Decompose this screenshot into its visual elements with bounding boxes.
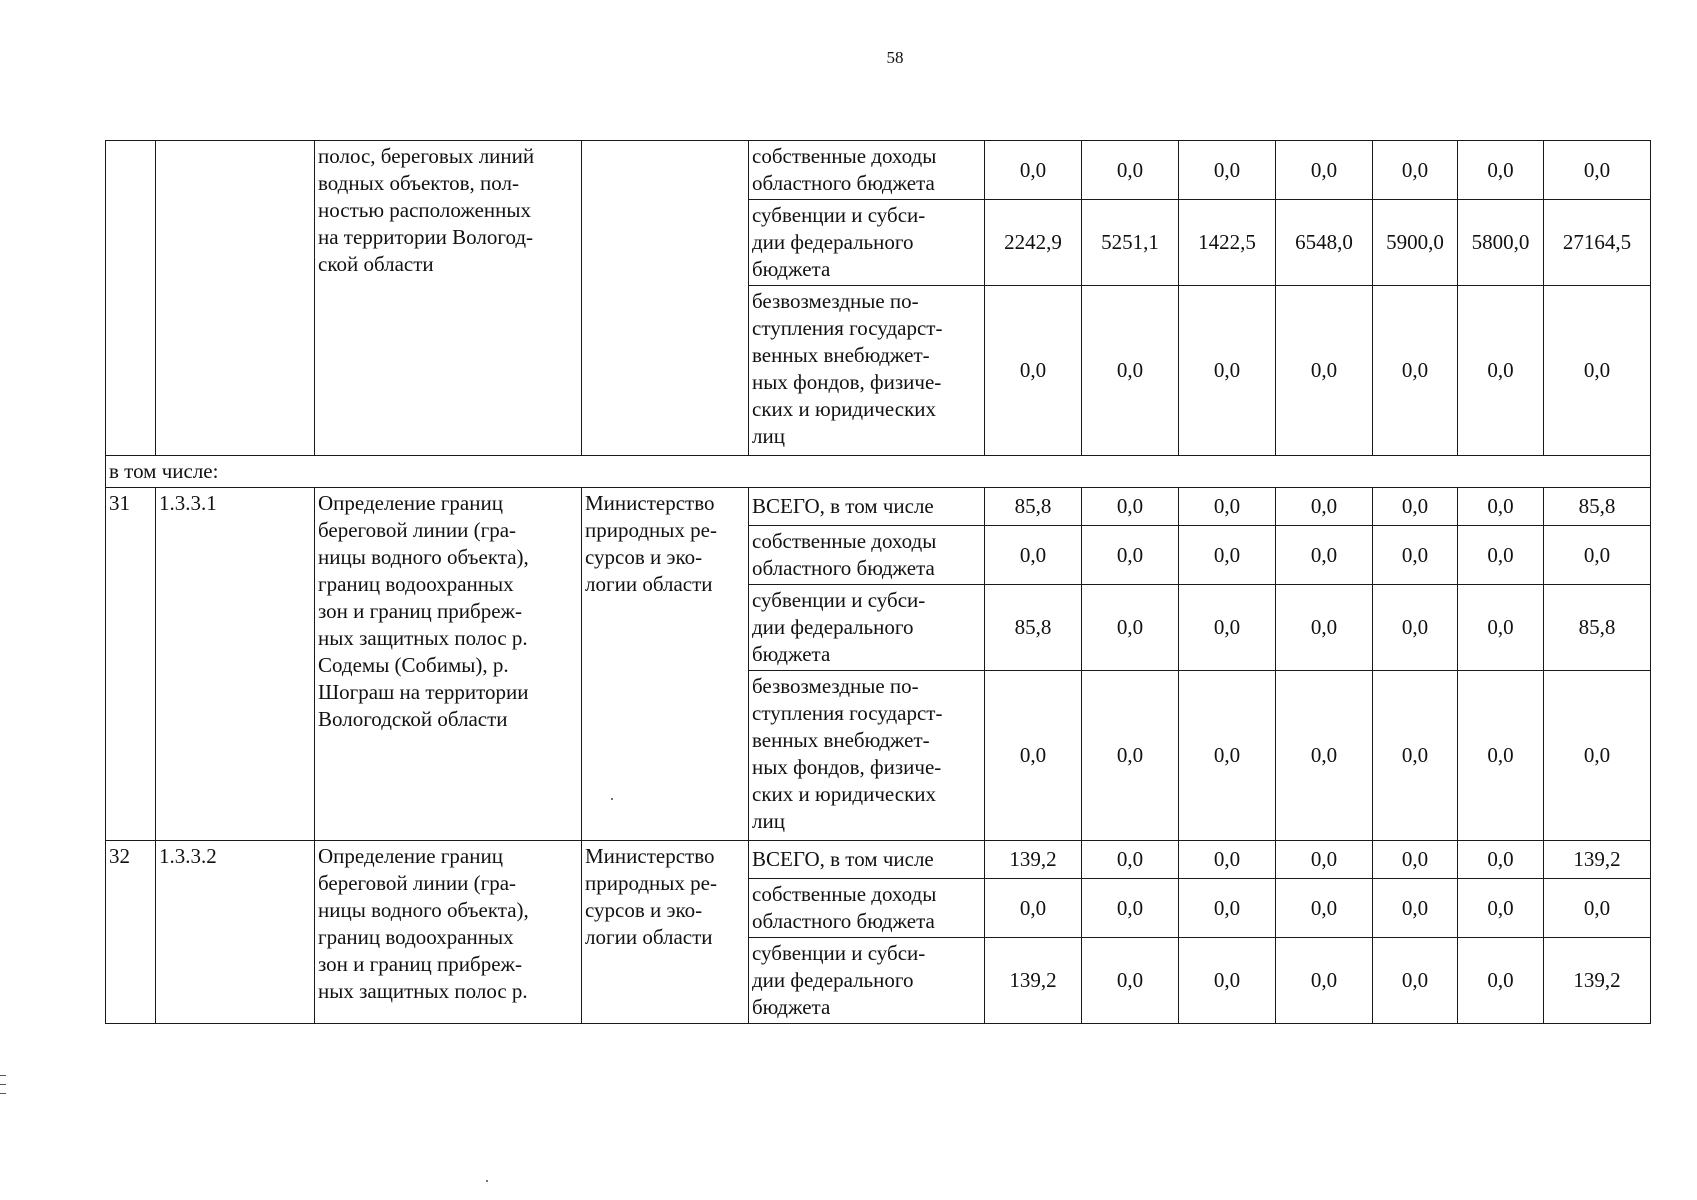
value-year-4: 0,0	[1276, 286, 1373, 456]
value-year-5: 0,0	[1373, 671, 1458, 841]
value-year-3: 0,0	[1179, 286, 1276, 456]
code-cell	[156, 141, 315, 456]
value-year-1: 0,0	[985, 141, 1082, 200]
value-year-5: 0,0	[1373, 286, 1458, 456]
funding-source-cell-line: бюджета	[752, 642, 831, 666]
funding-source-cell	[749, 141, 985, 200]
value-year-1: 2242,9	[985, 200, 1082, 286]
table-row	[106, 841, 1651, 879]
value-total: 139,2	[1544, 841, 1651, 879]
value-year-2: 0,0	[1082, 585, 1179, 671]
responsible-cell-line: логии области	[585, 925, 713, 949]
value-year-3: 0,0	[1179, 585, 1276, 671]
value-year-3: 0,0	[1179, 879, 1276, 938]
measure-name-cell-line: Шограш на территории	[318, 680, 529, 704]
value-year-6: 0,0	[1458, 879, 1544, 938]
funding-source-cell-line: венных внебюджет-	[752, 343, 930, 367]
value-year-6: 0,0	[1458, 141, 1544, 200]
value-year-1: 139,2	[985, 841, 1082, 879]
funding-source-cell	[749, 938, 985, 1024]
value-year-6: 0,0	[1458, 526, 1544, 585]
funding-source-cell-line: областного бюджета	[752, 909, 935, 933]
value-year-5: 0,0	[1373, 526, 1458, 585]
value-year-4: 0,0	[1276, 671, 1373, 841]
value-total: 85,8	[1544, 585, 1651, 671]
value-total: 0,0	[1544, 526, 1651, 585]
funding-source-cell-line: областного бюджета	[752, 171, 935, 195]
value-total: 0,0	[1544, 879, 1651, 938]
value-total: 0,0	[1544, 286, 1651, 456]
value-year-6: 0,0	[1458, 286, 1544, 456]
value-year-3: 0,0	[1179, 488, 1276, 526]
value-year-1: 85,8	[985, 585, 1082, 671]
measure-name-cell-line: береговой линии (гра-	[318, 518, 517, 542]
measure-name-cell-line: ных защитных полос р.	[318, 626, 528, 650]
measure-name-cell-line: Вологодской области	[318, 707, 508, 731]
table-body	[106, 141, 1651, 1024]
funding-source-cell-line: субвенции и субси-	[752, 203, 926, 227]
value-year-4: 0,0	[1276, 585, 1373, 671]
funding-source-cell-line: ских и юридических	[752, 397, 937, 421]
responsible-cell-line: логии области	[585, 572, 713, 596]
value-total: 27164,5	[1544, 200, 1651, 286]
value-year-1: 0,0	[985, 286, 1082, 456]
funding-source-cell-line: дии федерального	[752, 615, 914, 639]
value-year-2: 0,0	[1082, 141, 1179, 200]
responsible-cell-line: Министерство	[585, 491, 715, 515]
measure-name-cell-line: Определение границ	[318, 844, 503, 868]
measure-name-cell	[315, 141, 582, 456]
value-year-3: 1422,5	[1179, 200, 1276, 286]
value-total: 139,2	[1544, 938, 1651, 1024]
responsible-cell	[582, 841, 749, 1024]
responsible-cell	[582, 141, 749, 456]
section-label: в том числе:	[106, 456, 1651, 488]
value-year-2: 0,0	[1082, 841, 1179, 879]
value-year-3: 0,0	[1179, 671, 1276, 841]
measure-name-cell-line: ных защитных полос р.	[318, 979, 528, 1003]
value-year-2: 0,0	[1082, 488, 1179, 526]
funding-source-cell-line: областного бюджета	[752, 556, 935, 580]
measure-name-cell-line: водных объектов, пол-	[318, 171, 519, 195]
measure-name-cell-line: зон и границ прибреж-	[318, 599, 523, 623]
funding-source-cell-line: собственные доходы	[752, 882, 937, 906]
value-year-1: 0,0	[985, 671, 1082, 841]
value-year-3: 0,0	[1179, 938, 1276, 1024]
measure-name-cell-line: зон и границ прибреж-	[318, 952, 523, 976]
funding-source-cell-line: лиц	[752, 809, 785, 833]
measure-name-cell-line: границ водоохранных	[318, 572, 514, 596]
funding-source-cell-line: дии федерального	[752, 230, 914, 254]
scan-mark	[0, 1075, 6, 1102]
funding-source-cell-line: собственные доходы	[752, 144, 937, 168]
scan-speck	[611, 798, 613, 800]
table-row	[106, 141, 1651, 200]
value-year-2: 0,0	[1082, 879, 1179, 938]
responsible-cell-line: сурсов и эко-	[585, 898, 703, 922]
value-year-5: 0,0	[1373, 488, 1458, 526]
responsible-cell-line: природных ре-	[585, 871, 717, 895]
value-year-4: 0,0	[1276, 841, 1373, 879]
value-year-5: 0,0	[1373, 841, 1458, 879]
funding-source-cell	[749, 488, 985, 526]
funding-source-cell-line: лиц	[752, 424, 785, 448]
funding-source-cell	[749, 286, 985, 456]
value-year-4: 0,0	[1276, 879, 1373, 938]
value-total: 0,0	[1544, 671, 1651, 841]
value-year-2: 0,0	[1082, 526, 1179, 585]
value-year-5: 0,0	[1373, 938, 1458, 1024]
funding-source-cell-line: безвозмездные по-	[752, 289, 919, 313]
row-number-cell	[106, 141, 156, 456]
measure-name-cell	[315, 841, 582, 1024]
value-year-3: 0,0	[1179, 841, 1276, 879]
value-year-4: 0,0	[1276, 141, 1373, 200]
measure-name-cell-line: береговой линии (гра-	[318, 871, 517, 895]
value-year-3: 0,0	[1179, 141, 1276, 200]
funding-source-cell	[749, 526, 985, 585]
responsible-cell-line: природных ре-	[585, 518, 717, 542]
code-cell: 1.3.3.1	[156, 488, 315, 841]
value-year-6: 0,0	[1458, 585, 1544, 671]
funding-source-cell-line: бюджета	[752, 995, 831, 1019]
value-year-6: 0,0	[1458, 841, 1544, 879]
measure-name-cell-line: ницы водного объекта),	[318, 545, 529, 569]
measure-name-cell	[315, 488, 582, 841]
funding-source-cell-line: ских и юридических	[752, 782, 937, 806]
responsible-cell-line: сурсов и эко-	[585, 545, 703, 569]
funding-source-cell-line: безвозмездные по-	[752, 674, 919, 698]
value-year-2: 0,0	[1082, 938, 1179, 1024]
funding-source-cell-line: ных фондов, физиче-	[752, 370, 942, 394]
code-cell: 1.3.3.2	[156, 841, 315, 1024]
measure-name-cell-line: ской области	[318, 252, 434, 276]
value-year-3: 0,0	[1179, 526, 1276, 585]
funding-source-cell	[749, 200, 985, 286]
value-year-1: 0,0	[985, 879, 1082, 938]
funding-source-cell-line: ВСЕГО, в том числе	[752, 494, 934, 518]
funding-source-cell-line: субвенции и субси-	[752, 588, 926, 612]
section-row	[106, 456, 1651, 488]
value-year-4: 0,0	[1276, 526, 1373, 585]
measure-name-cell-line: полос, береговых линий	[318, 144, 535, 168]
funding-source-cell-line: дии федерального	[752, 968, 914, 992]
funding-source-cell-line: собственные доходы	[752, 529, 937, 553]
funding-source-cell-line: бюджета	[752, 257, 831, 281]
value-year-2: 0,0	[1082, 671, 1179, 841]
responsible-cell-line: Министерство	[585, 844, 715, 868]
funding-source-cell	[749, 879, 985, 938]
budget-table	[105, 140, 1651, 1024]
value-year-2: 0,0	[1082, 286, 1179, 456]
measure-name-cell-line: ницы водного объекта),	[318, 898, 529, 922]
funding-source-cell-line: ных фондов, физиче-	[752, 755, 942, 779]
measure-name-cell-line: Содемы (Собимы), р.	[318, 653, 509, 677]
row-number-cell: 31	[106, 488, 156, 841]
value-year-6: 0,0	[1458, 938, 1544, 1024]
value-year-1: 85,8	[985, 488, 1082, 526]
value-year-2: 5251,1	[1082, 200, 1179, 286]
funding-source-cell	[749, 585, 985, 671]
value-year-5: 0,0	[1373, 585, 1458, 671]
funding-source-cell	[749, 841, 985, 879]
value-total: 0,0	[1544, 141, 1651, 200]
measure-name-cell-line: Определение границ	[318, 491, 503, 515]
funding-source-cell-line: ступления государст-	[752, 316, 943, 340]
measure-name-cell-line: на территории Вологод-	[318, 225, 534, 249]
row-number-cell: 32	[106, 841, 156, 1024]
funding-source-cell-line: ступления государст-	[752, 701, 943, 725]
value-year-4: 0,0	[1276, 938, 1373, 1024]
funding-source-cell-line: ВСЕГО, в том числе	[752, 847, 934, 871]
table-row	[106, 488, 1651, 526]
page-number: 58	[886, 48, 904, 67]
scan-speck	[486, 1180, 488, 1182]
funding-source-cell-line: субвенции и субси-	[752, 941, 926, 965]
measure-name-cell-line: границ водоохранных	[318, 925, 514, 949]
value-year-6: 0,0	[1458, 671, 1544, 841]
value-year-6: 5800,0	[1458, 200, 1544, 286]
value-year-1: 0,0	[985, 526, 1082, 585]
value-year-5: 0,0	[1373, 879, 1458, 938]
measure-name-cell-line: ностью расположенных	[318, 198, 531, 222]
value-year-4: 6548,0	[1276, 200, 1373, 286]
funding-source-cell	[749, 671, 985, 841]
responsible-cell	[582, 488, 749, 841]
value-year-4: 0,0	[1276, 488, 1373, 526]
value-total: 85,8	[1544, 488, 1651, 526]
value-year-6: 0,0	[1458, 488, 1544, 526]
value-year-5: 0,0	[1373, 141, 1458, 200]
funding-source-cell-line: венных внебюджет-	[752, 728, 930, 752]
value-year-5: 5900,0	[1373, 200, 1458, 286]
value-year-1: 139,2	[985, 938, 1082, 1024]
